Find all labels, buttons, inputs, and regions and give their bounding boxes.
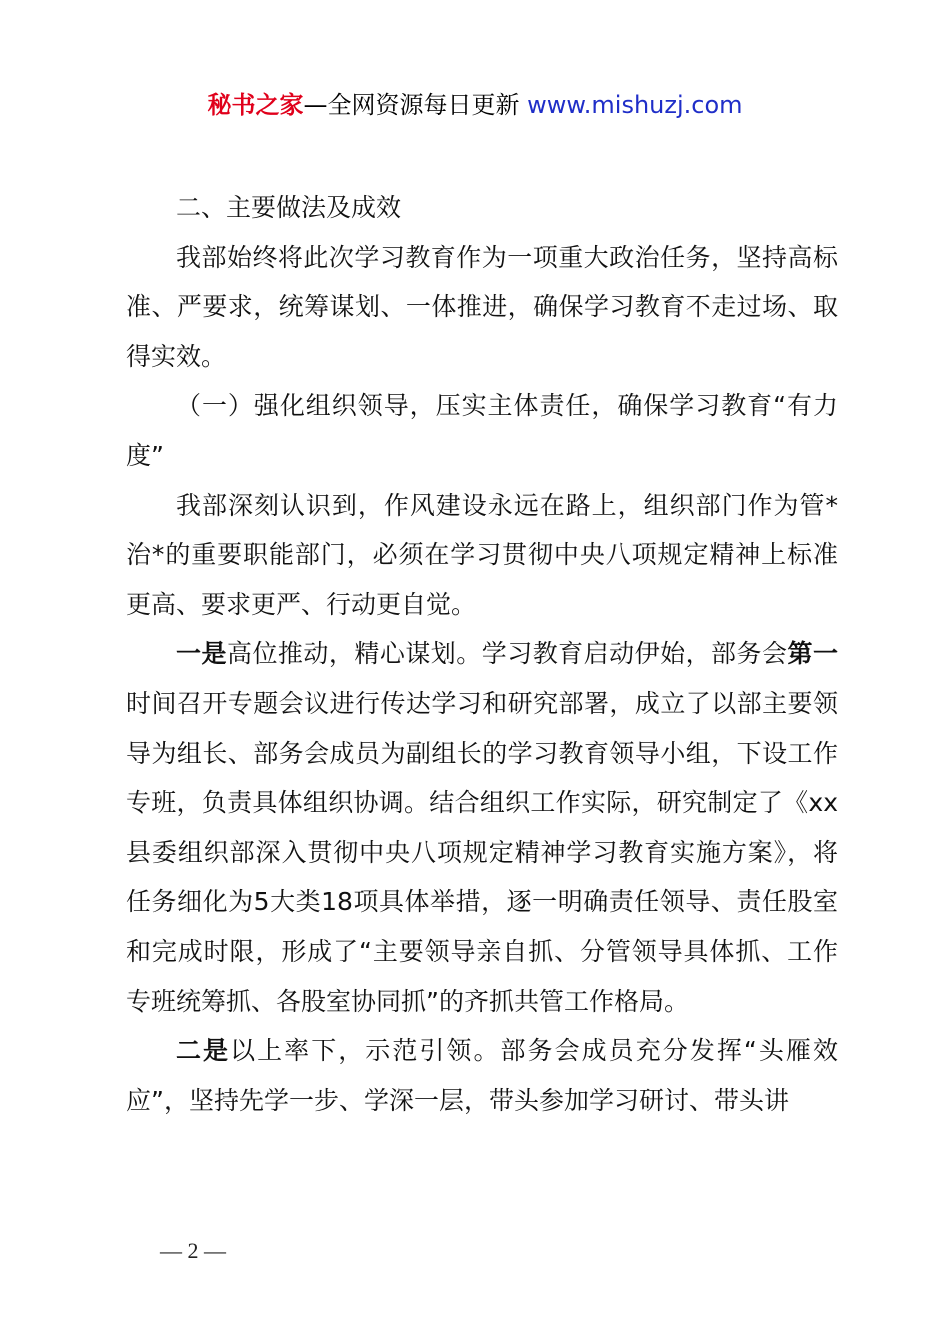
header-slogan: —全网资源每日更新 bbox=[303, 91, 528, 119]
paragraph-3-text-b: 时间召开专题会议进行传达学习和研究部署，成立了以部主要领导为组长、部务会成员为副组长的学习教育领导小组，下设工作专班，负责具体组织协调。结合组织工作实际，研究制定了《xx县委组织部深入贯彻中央八项规定精神学习教育实施方案》，将任务细化为5大类18项具体举措，逐一明确责任领导、责任股室和完成时限，形成了“主要领导亲自抓、分管领导具体抓、工作专班统筹抓、各股室协同抓”的齐抓共管工作格局。 bbox=[126, 688, 838, 1016]
page-header bbox=[0, 88, 950, 122]
paragraph-3-text-a: 高位推动，精心谋划。学习教育启动伊始，部务会 bbox=[226, 639, 788, 669]
header-brand: 秘书之家 bbox=[207, 91, 304, 119]
paragraph-2: 我部深刻认识到，作风建设永远在路上，组织部门作为管*治*的重要职能部门，必须在学习贯彻中央八项规定精神上标准更高、要求更严、行动更自觉。 bbox=[126, 490, 838, 619]
subheading-1: （一）强化组织领导，压实主体责任，确保学习教育“有力度” bbox=[126, 391, 838, 470]
paragraph-1: 我部始终将此次学习教育作为一项重大政治任务，坚持高标准、严要求，统筹谋划、一体推进，确保学习教育不走过场、取得实效。 bbox=[126, 242, 838, 371]
section-heading: 二、主要做法及成效 bbox=[176, 193, 402, 222]
header-url[interactable]: www.mishuzj.com bbox=[527, 91, 743, 119]
paragraph-3-lead: 一是 bbox=[176, 639, 227, 669]
paragraph-3-bold: 第一 bbox=[787, 639, 838, 669]
paragraph-4-lead: 二是 bbox=[176, 1036, 231, 1066]
paragraph-3 bbox=[126, 629, 838, 1026]
document-body bbox=[126, 183, 838, 1125]
paragraph-4-text: 以上率下，示范引领。部务会成员充分发挥“头雁效应”，坚持先学一步、学深一层，带头参加学习研讨、带头讲 bbox=[126, 1036, 838, 1115]
paragraph-4 bbox=[126, 1026, 838, 1125]
page-number: — 2 — bbox=[160, 1238, 226, 1263]
